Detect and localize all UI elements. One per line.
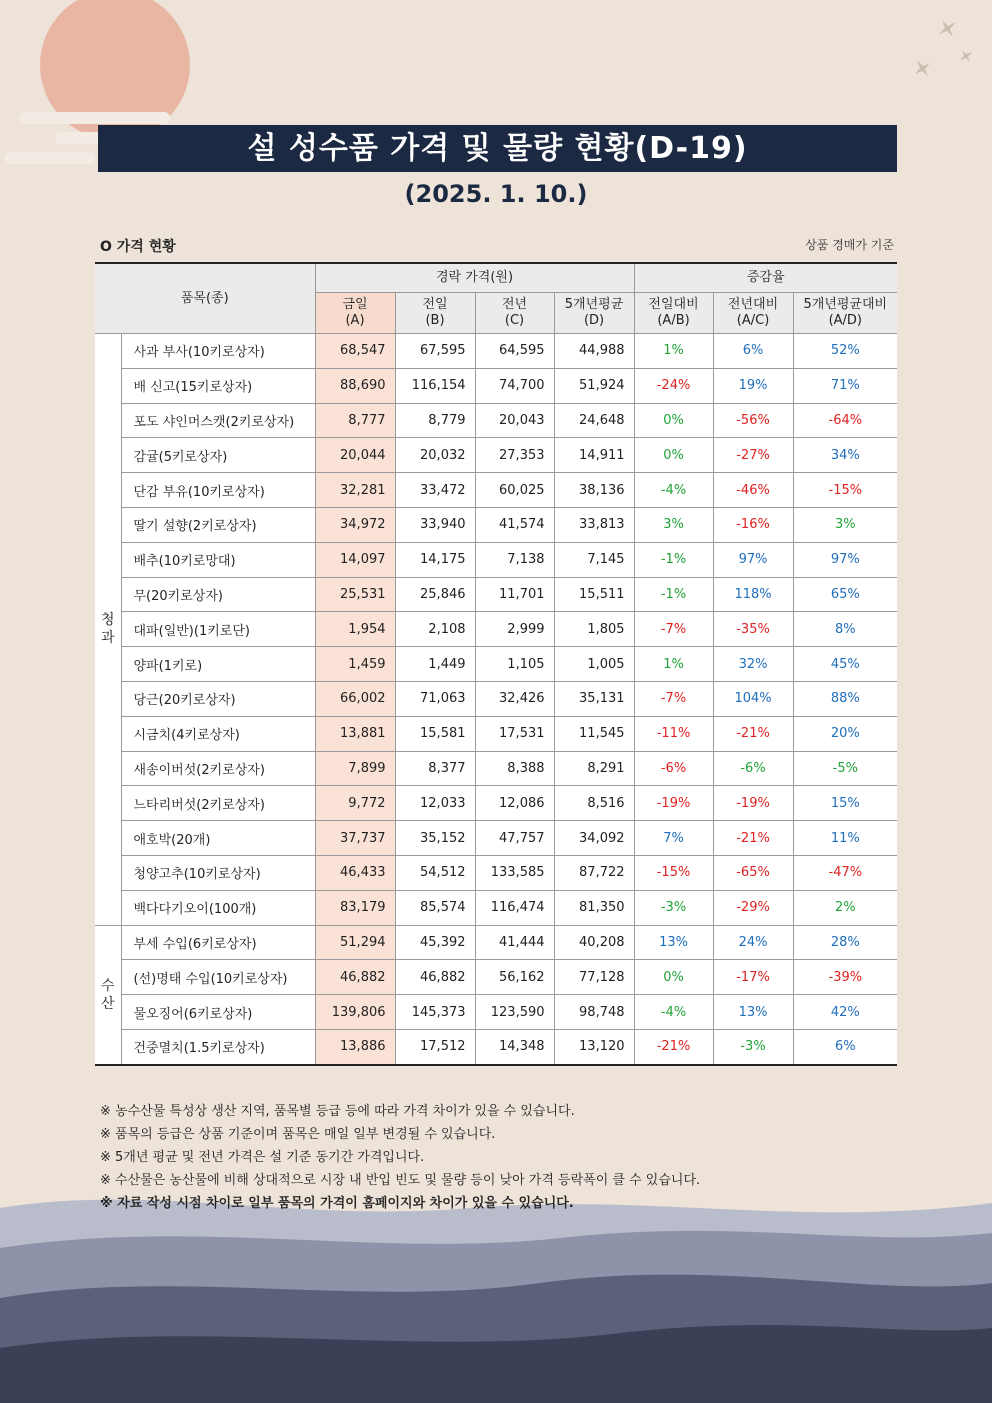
price-today: 88,690 [315,368,395,403]
category-seafood: 수 산 [95,925,121,1065]
price-today: 46,433 [315,855,395,890]
rate-vs-avg: 34% [793,438,897,473]
rate-vs-day: -3% [634,890,713,925]
rate-vs-avg: 11% [793,821,897,856]
price-prev-year: 14,348 [475,1029,554,1064]
price-prev-day: 46,882 [395,960,475,995]
price-today: 13,886 [315,1029,395,1064]
price-avg5: 1,805 [554,612,634,647]
rate-vs-avg: 28% [793,925,897,960]
rate-vs-year: -21% [713,716,793,751]
rate-vs-day: -1% [634,542,713,577]
rate-vs-day: -19% [634,786,713,821]
price-today: 46,882 [315,960,395,995]
table-row [95,821,897,856]
table-row [95,960,897,995]
rate-vs-day: 0% [634,403,713,438]
rate-vs-avg: 6% [793,1029,897,1064]
price-today: 66,002 [315,681,395,716]
item-name: 감귤(5키로상자) [121,438,315,473]
price-avg5: 34,092 [554,821,634,856]
header-vs-year: 전년대비 (A/C) [713,293,793,334]
price-avg5: 7,145 [554,542,634,577]
price-prev-year: 17,531 [475,716,554,751]
header-group-rate: 증감율 [634,263,897,293]
cloud-decoration [20,112,170,124]
table-row [95,577,897,612]
cloud-decoration [5,152,95,164]
price-prev-day: 12,033 [395,786,475,821]
rate-vs-day: 0% [634,438,713,473]
footnotes [100,1100,700,1215]
price-prev-year: 11,701 [475,577,554,612]
rate-vs-avg: 15% [793,786,897,821]
price-today: 9,772 [315,786,395,821]
rate-vs-avg: 45% [793,647,897,682]
rate-vs-year: -17% [713,960,793,995]
item-name: 부세 수입(6키로상자) [121,925,315,960]
price-prev-year: 123,590 [475,995,554,1030]
rate-vs-day: -21% [634,1029,713,1064]
price-prev-year: 12,086 [475,786,554,821]
price-prev-day: 33,940 [395,507,475,542]
price-avg5: 51,924 [554,368,634,403]
rate-vs-year: -65% [713,855,793,890]
table-row [95,473,897,508]
price-avg5: 15,511 [554,577,634,612]
footnote-bold: ※ 자료 작성 시점 차이로 일부 품목의 가격이 홈페이지와 차이가 있을 수 있습니다. [100,1196,574,1211]
item-name: 당근(20키로상자) [121,681,315,716]
price-prev-day: 35,152 [395,821,475,856]
rate-vs-year: 19% [713,368,793,403]
price-avg5: 77,128 [554,960,634,995]
price-today: 37,737 [315,821,395,856]
item-name: 청양고추(10키로상자) [121,855,315,890]
rate-vs-day: 3% [634,507,713,542]
price-avg5: 11,545 [554,716,634,751]
rate-vs-avg: -39% [793,960,897,995]
price-avg5: 98,748 [554,995,634,1030]
table-row [95,995,897,1030]
price-today: 8,777 [315,403,395,438]
price-prev-day: 33,472 [395,473,475,508]
rate-vs-year: -27% [713,438,793,473]
price-prev-day: 8,377 [395,751,475,786]
price-today: 51,294 [315,925,395,960]
table-row [95,612,897,647]
price-today: 1,459 [315,647,395,682]
price-prev-year: 41,574 [475,507,554,542]
price-prev-year: 32,426 [475,681,554,716]
price-today: 14,097 [315,542,395,577]
header-avg5: 5개년평균 (D) [554,293,634,334]
price-prev-year: 27,353 [475,438,554,473]
item-name: 배 신고(15키로상자) [121,368,315,403]
header-group-price: 경락 가격(원) [315,263,634,293]
table-row [95,925,897,960]
rate-vs-day: -15% [634,855,713,890]
rate-vs-year: 13% [713,995,793,1030]
price-avg5: 44,988 [554,334,634,369]
rate-vs-avg: 3% [793,507,897,542]
table-row [95,368,897,403]
price-avg5: 87,722 [554,855,634,890]
page-title: 설 성수품 가격 및 물량 현황(D-19) [98,125,897,172]
rate-vs-day: -4% [634,995,713,1030]
price-prev-day: 8,779 [395,403,475,438]
price-avg5: 38,136 [554,473,634,508]
rate-vs-avg: 2% [793,890,897,925]
rate-vs-year: 32% [713,647,793,682]
rate-vs-day: -4% [634,473,713,508]
price-prev-year: 116,474 [475,890,554,925]
price-avg5: 8,516 [554,786,634,821]
price-prev-year: 74,700 [475,368,554,403]
rate-vs-year: -21% [713,821,793,856]
rate-vs-avg: 97% [793,542,897,577]
header-vs-avg: 5개년평균대비 (A/D) [793,293,897,334]
section-title: O 가격 현황 [100,239,176,255]
rate-vs-year: 6% [713,334,793,369]
rate-vs-day: -11% [634,716,713,751]
price-avg5: 35,131 [554,681,634,716]
report-date: (2025. 1. 10.) [404,180,588,208]
rate-vs-year: -3% [713,1029,793,1064]
price-table [95,262,897,1066]
rate-vs-avg: 71% [793,368,897,403]
item-name: 포도 샤인머스캣(2키로상자) [121,403,315,438]
price-today: 34,972 [315,507,395,542]
price-avg5: 1,005 [554,647,634,682]
price-prev-year: 2,999 [475,612,554,647]
waves-decoration [0,1188,992,1403]
rate-vs-avg: -5% [793,751,897,786]
price-prev-day: 20,032 [395,438,475,473]
price-prev-day: 25,846 [395,577,475,612]
table-row [95,855,897,890]
price-prev-year: 20,043 [475,403,554,438]
price-today: 83,179 [315,890,395,925]
price-prev-year: 8,388 [475,751,554,786]
price-today: 7,899 [315,751,395,786]
price-avg5: 14,911 [554,438,634,473]
price-prev-day: 15,581 [395,716,475,751]
price-prev-day: 67,595 [395,334,475,369]
rate-vs-day: 0% [634,960,713,995]
rate-vs-year: -16% [713,507,793,542]
table-row [95,1029,897,1064]
rate-vs-avg: 65% [793,577,897,612]
rate-vs-year: -56% [713,403,793,438]
rate-vs-day: -1% [634,577,713,612]
footnote: ※ 5개년 평균 및 전년 가격은 설 기준 동기간 가격입니다. [100,1150,425,1165]
footnote: ※ 농수산물 특성상 생산 지역, 품목별 등급 등에 따라 가격 차이가 있을 수 있습니다. [100,1104,575,1119]
item-name: 애호박(20개) [121,821,315,856]
rate-vs-avg: -15% [793,473,897,508]
header-vs-day: 전일대비 (A/B) [634,293,713,334]
rate-vs-day: 1% [634,647,713,682]
price-avg5: 81,350 [554,890,634,925]
rate-vs-year: -29% [713,890,793,925]
rate-vs-day: -7% [634,612,713,647]
price-prev-year: 7,138 [475,542,554,577]
rate-vs-year: -6% [713,751,793,786]
price-today: 25,531 [315,577,395,612]
item-name: 단감 부유(10키로상자) [121,473,315,508]
item-name: (선)명태 수입(10키로상자) [121,960,315,995]
table-row [95,507,897,542]
price-prev-day: 71,063 [395,681,475,716]
rate-vs-day: 1% [634,334,713,369]
rate-vs-day: -6% [634,751,713,786]
rate-vs-avg: -47% [793,855,897,890]
price-prev-day: 17,512 [395,1029,475,1064]
footnote: ※ 수산물은 농산물에 비해 상대적으로 시장 내 반입 빈도 및 물량 등이 낮아 가격 등락폭이 클 수 있습니다. [100,1173,701,1188]
header-prev-year: 전년 (C) [475,293,554,334]
price-prev-year: 64,595 [475,334,554,369]
table-row [95,751,897,786]
item-name: 건중멸치(1.5키로상자) [121,1029,315,1064]
price-today: 139,806 [315,995,395,1030]
item-name: 사과 부사(10키로상자) [121,334,315,369]
table-row [95,681,897,716]
item-name: 배추(10키로망대) [121,542,315,577]
price-today: 20,044 [315,438,395,473]
table-row [95,890,897,925]
item-name: 물오징어(6키로상자) [121,995,315,1030]
price-prev-year: 41,444 [475,925,554,960]
birds-icon [892,10,972,90]
price-avg5: 40,208 [554,925,634,960]
table-row [95,542,897,577]
item-name: 양파(1키로) [121,647,315,682]
header-item: 품목(종) [95,263,315,334]
rate-vs-avg: 8% [793,612,897,647]
table-row [95,438,897,473]
rate-vs-year: -35% [713,612,793,647]
price-prev-day: 145,373 [395,995,475,1030]
table-row [95,647,897,682]
price-prev-year: 56,162 [475,960,554,995]
rate-vs-day: -7% [634,681,713,716]
table-row [95,334,897,369]
table-row [95,716,897,751]
rate-vs-year: 118% [713,577,793,612]
rate-vs-day: 7% [634,821,713,856]
rate-vs-avg: -64% [793,403,897,438]
rate-vs-year: 97% [713,542,793,577]
price-today: 1,954 [315,612,395,647]
price-today: 13,881 [315,716,395,751]
price-prev-day: 54,512 [395,855,475,890]
price-prev-day: 45,392 [395,925,475,960]
header-prev-day: 전일 (B) [395,293,475,334]
item-name: 느타리버섯(2키로상자) [121,786,315,821]
rate-vs-year: -19% [713,786,793,821]
price-prev-day: 14,175 [395,542,475,577]
item-name: 무(20키로상자) [121,577,315,612]
rate-vs-avg: 52% [793,334,897,369]
price-prev-day: 2,108 [395,612,475,647]
item-name: 딸기 설향(2키로상자) [121,507,315,542]
price-avg5: 33,813 [554,507,634,542]
price-today: 68,547 [315,334,395,369]
rate-vs-year: 24% [713,925,793,960]
rate-vs-year: -46% [713,473,793,508]
price-basis-note: 상품 경매가 기준 [805,238,894,252]
rate-vs-year: 104% [713,681,793,716]
price-prev-day: 85,574 [395,890,475,925]
rate-vs-avg: 42% [793,995,897,1030]
price-avg5: 24,648 [554,403,634,438]
price-prev-year: 133,585 [475,855,554,890]
header-today: 금일 (A) [315,293,395,334]
price-prev-day: 116,154 [395,368,475,403]
price-prev-year: 1,105 [475,647,554,682]
price-prev-year: 47,757 [475,821,554,856]
rate-vs-day: -24% [634,368,713,403]
item-name: 대파(일반)(1키로단) [121,612,315,647]
rate-vs-avg: 20% [793,716,897,751]
footnote: ※ 품목의 등급은 상품 기준이며 품목은 매일 일부 변경될 수 있습니다. [100,1127,496,1142]
table-row [95,403,897,438]
item-name: 백다다기오이(100개) [121,890,315,925]
price-avg5: 8,291 [554,751,634,786]
rate-vs-avg: 88% [793,681,897,716]
item-name: 시금치(4키로상자) [121,716,315,751]
category-produce: 청 과 [95,334,121,926]
item-name: 새송이버섯(2키로상자) [121,751,315,786]
table-row [95,786,897,821]
price-prev-day: 1,449 [395,647,475,682]
rate-vs-day: 13% [634,925,713,960]
price-today: 32,281 [315,473,395,508]
price-avg5: 13,120 [554,1029,634,1064]
price-prev-year: 60,025 [475,473,554,508]
